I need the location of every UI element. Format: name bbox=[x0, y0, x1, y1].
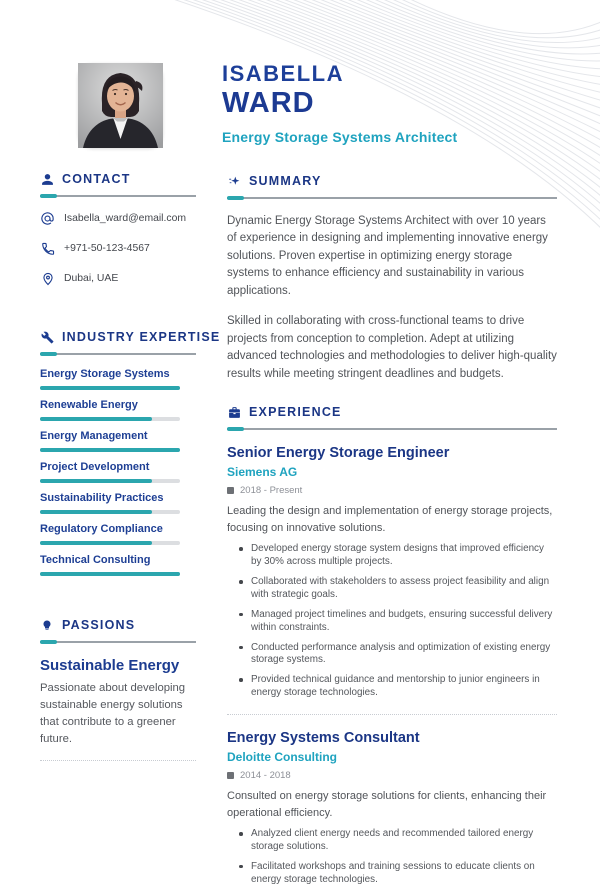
lightbulb-icon bbox=[40, 618, 54, 632]
calendar-icon bbox=[227, 487, 234, 494]
job-bullet: Developed energy storage system designs that improved efficiency by 30% across multiple projects. bbox=[251, 543, 557, 569]
job-bullet: Conducted performance analysis and optimization of existing energy storage systems. bbox=[251, 642, 557, 668]
skill-bar-track bbox=[40, 479, 180, 483]
summary-section-title: SUMMARY bbox=[249, 174, 322, 188]
skill-bar-fill bbox=[40, 417, 152, 421]
job-bullet: Collaborated with stakeholders to assess project feasibility and align with strategic goals. bbox=[251, 576, 557, 602]
job-bullet-list bbox=[227, 543, 557, 700]
job-dates bbox=[227, 770, 557, 781]
skill-bar-fill bbox=[40, 572, 180, 576]
summary-paragraph: Dynamic Energy Storage Systems Architect with over 10 years of experience in designing and implementing innovative energy solutions. Proven expertise in optimizing energy storage systems to enhance efficiency and sustainability in various applications. bbox=[227, 215, 548, 297]
job-company: Siemens AG bbox=[227, 465, 298, 480]
contact-list bbox=[40, 211, 196, 286]
skill-energy-storage-systems bbox=[40, 368, 196, 390]
contact-phone: +971-50-123-4567 bbox=[64, 243, 150, 254]
profile-photo-illustration bbox=[78, 63, 163, 148]
skill-bar-fill bbox=[40, 386, 180, 390]
job-description: Leading the design and implementation of energy storage projects, focusing on innovative solutions. bbox=[227, 505, 553, 535]
skill-label: Technical Consulting bbox=[40, 554, 151, 566]
job-dates-text: 2018 - Present bbox=[240, 485, 303, 497]
skill-bar-fill bbox=[40, 448, 180, 452]
passions-section-header bbox=[40, 618, 196, 632]
job-description: Consulted on energy storage solutions for clients, enhancing their operational efficiency. bbox=[227, 790, 547, 820]
passions-section bbox=[40, 618, 196, 761]
job-bullet: Managed project timelines and budgets, ensuring successful delivery within constraints. bbox=[251, 609, 557, 635]
contact-location: Dubai, UAE bbox=[64, 273, 119, 284]
summary-underline bbox=[227, 197, 557, 199]
skill-technical-consulting bbox=[40, 554, 196, 576]
summary-section bbox=[227, 174, 557, 383]
job-title: Energy Systems Consultant bbox=[227, 730, 420, 747]
skill-label: Project Development bbox=[40, 461, 150, 473]
contact-email: Isabella_ward@email.com bbox=[64, 213, 187, 224]
skill-energy-management bbox=[40, 430, 196, 452]
skill-bar-track bbox=[40, 448, 180, 452]
skill-bar-track bbox=[40, 541, 180, 545]
experience-section-title: EXPERIENCE bbox=[249, 405, 342, 420]
header-name-block bbox=[222, 60, 457, 145]
wrench-icon bbox=[40, 330, 54, 344]
job-bullet: Analyzed client energy needs and recommended tailored energy storage solutions. bbox=[251, 828, 557, 854]
location-icon bbox=[40, 271, 55, 286]
skill-bar-fill bbox=[40, 510, 152, 514]
contact-item-phone bbox=[40, 241, 196, 256]
job-bullet: Facilitated workshops and training sessions to educate clients on energy storage technologies. bbox=[251, 861, 557, 887]
skill-bar-track bbox=[40, 386, 180, 390]
expertise-section-title: INDUSTRY EXPERTISE bbox=[62, 330, 221, 344]
skill-label: Renewable Energy bbox=[40, 399, 138, 411]
skill-bar-track bbox=[40, 572, 180, 576]
job-company: Deloitte Consulting bbox=[227, 750, 337, 765]
job-entry-deloitte bbox=[227, 714, 557, 887]
phone-icon bbox=[40, 241, 55, 256]
expertise-section-header bbox=[40, 330, 221, 344]
skill-label: Energy Management bbox=[40, 430, 148, 442]
skill-sustainability-practices bbox=[40, 492, 196, 514]
right-column bbox=[227, 174, 557, 894]
skill-regulatory-compliance bbox=[40, 523, 196, 545]
experience-underline bbox=[227, 428, 557, 430]
person-icon bbox=[40, 172, 54, 186]
profile-photo bbox=[78, 63, 163, 148]
contact-section bbox=[40, 172, 196, 286]
skill-bar-fill bbox=[40, 479, 152, 483]
expertise-underline bbox=[40, 353, 196, 355]
skill-bar-track bbox=[40, 510, 180, 514]
job-bullet-list bbox=[227, 828, 557, 887]
skill-renewable-energy bbox=[40, 399, 196, 421]
calendar-icon bbox=[227, 772, 234, 779]
experience-section-header bbox=[227, 405, 557, 419]
contact-section-header bbox=[40, 172, 196, 186]
sparkle-icon bbox=[227, 174, 241, 188]
job-dates bbox=[227, 485, 557, 496]
summary-section-header bbox=[227, 174, 557, 188]
briefcase-icon bbox=[227, 405, 241, 419]
job-title: Senior Energy Storage Engineer bbox=[227, 445, 450, 462]
expertise-section bbox=[40, 330, 221, 576]
contact-item-location bbox=[40, 271, 196, 286]
skill-label: Sustainability Practices bbox=[40, 492, 164, 504]
passions-underline bbox=[40, 641, 196, 643]
summary-paragraph: Skilled in collaborating with cross-functional teams to drive projects from conception to completion. Adept at utilizing advanced technologies and methodologies to deliver high-quality results while meeting stringent deadlines and budgets. bbox=[227, 315, 557, 380]
contact-underline bbox=[40, 195, 196, 197]
passion-name: Sustainable Energy bbox=[40, 657, 180, 674]
experience-section bbox=[227, 405, 557, 886]
job-bullet: Provided technical guidance and mentorship to junior engineers in energy storage technologies. bbox=[251, 674, 557, 700]
first-name: ISABELLA bbox=[222, 61, 344, 86]
passion-item bbox=[40, 657, 196, 748]
skill-bar-track bbox=[40, 417, 180, 421]
job-dates-text: 2014 - 2018 bbox=[240, 770, 291, 782]
passions-section-title: PASSIONS bbox=[62, 618, 136, 632]
summary-paragraphs bbox=[227, 213, 557, 383]
dotted-divider bbox=[40, 760, 196, 761]
skill-list bbox=[40, 368, 196, 576]
passion-description: Passionate about developing sustainable energy solutions that contribute to a greener future. bbox=[40, 682, 186, 745]
at-icon bbox=[40, 211, 55, 226]
skill-label: Energy Storage Systems bbox=[40, 368, 170, 380]
contact-section-title: CONTACT bbox=[62, 172, 131, 186]
skill-label: Regulatory Compliance bbox=[40, 523, 163, 535]
skill-bar-fill bbox=[40, 541, 152, 545]
job-title: Energy Storage Systems Architect bbox=[222, 129, 458, 145]
contact-item-email bbox=[40, 211, 196, 226]
last-name: WARD bbox=[222, 87, 315, 119]
skill-project-development bbox=[40, 461, 196, 483]
left-column bbox=[40, 172, 221, 761]
job-entry-siemens bbox=[227, 445, 557, 700]
